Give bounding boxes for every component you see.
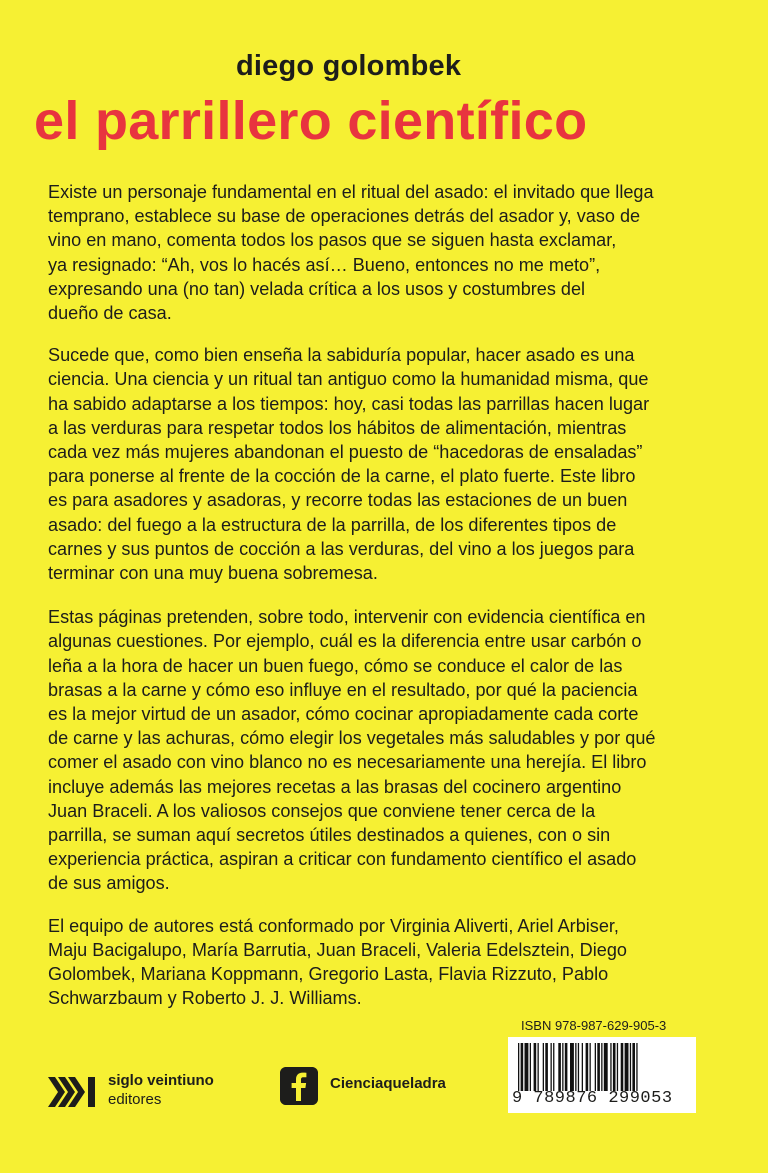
publisher-subtitle: editores — [108, 1091, 162, 1108]
barcode-bar — [545, 1043, 548, 1091]
siglo-xxi-logo-icon — [48, 1077, 102, 1107]
blurb-paragraph-2: Sucede que, como bien enseña la sabiduría popular, hacer asado es una ciencia. Una ciencia y un ritual tan antiguo como la humanidad misma, que ha sabido adaptarse a los tiempos: hoy, casi todas las parrillas hacen lugar a las verduras para respetar todos los hábitos de alimentación, mientras cada vez más mujeres abandonan el puesto de “hacedoras de ensaladas” para ponerse al frente de la cocción de la carne, el plato fuerte. Este libro es para asadores y asadoras, y recorre todas las estaciones de un buen asado: del fuego a la estructura de la parrilla, de los diferentes tipos de carnes y sus puntos de cocción a las verduras, del vino a los juegos para terminar con una muy buena sobremesa. — [48, 345, 650, 584]
barcode-bar — [604, 1043, 608, 1091]
barcode-bar — [543, 1043, 544, 1091]
barcode-bar — [636, 1043, 637, 1091]
barcode-bar — [621, 1043, 624, 1091]
isbn-label: ISBN 978-987-629-905-3 — [521, 1018, 667, 1033]
blurb-paragraph-3: Estas páginas pretenden, sobre todo, intervenir con evidencia científica en algunas cuestiones. Por ejemplo, cuál es la diferencia entre usar carbón o leña a la hora de hacer un buen fuego, cómo se conduce el calor de las brasas a la carne y cómo eso influye en el resultado, por qué la paciencia es la mejor virtud de un asador, cómo cocinar apropiadamente cada corte de carne y las achuras, cómo elegir los vegetales más saludables y por qué comer el asado con vino blanco no es necesariamente una herejía. El libro incluye además las mejores recetas a las brasas del cocinero argentino Juan Braceli. A los valiosos consejos que conviene tener cerca de la parrilla, se suman aquí secretos útiles destinados a quienes, con o sin experiencia práctica, aspiran a criticar con fundamento científico el asado de sus amigos. — [48, 607, 656, 894]
barcode-bar — [553, 1043, 554, 1091]
barcode-bar — [565, 1043, 568, 1091]
author-name: diego golombek — [236, 50, 462, 82]
blurb — [48, 180, 708, 1029]
barcode-bar — [570, 1043, 574, 1091]
barcode — [508, 1037, 696, 1113]
barcode-bars — [518, 1043, 686, 1091]
barcode-bar — [625, 1043, 629, 1091]
blurb-paragraph-4: El equipo de autores está conformado por Virginia Aliverti, Ariel Arbiser, Maju Bacigalupo, María Barrutia, Juan Braceli, Valeria Edelsztein, Diego Golombek, Mariana Koppmann, Gregorio Lasta, Flavia Rizzuto, Pablo Schwarzbaum y Roberto J. J. Williams. — [48, 915, 627, 1009]
book-title: el parrillero científico — [34, 91, 588, 151]
barcode-bar — [558, 1043, 561, 1091]
barcode-bar — [595, 1043, 596, 1091]
social-handle: Cienciaqueladra — [330, 1075, 446, 1092]
barcode-bar — [518, 1043, 519, 1091]
barcode-bar — [534, 1043, 537, 1091]
barcode-bar — [590, 1043, 591, 1091]
publisher-name: siglo veintiuno — [108, 1072, 214, 1089]
barcode-bar — [521, 1043, 524, 1091]
barcode-bar — [630, 1043, 631, 1091]
barcode-bar — [610, 1043, 611, 1091]
barcode-digits: 9 789876 299053 — [512, 1089, 673, 1108]
barcode-bar — [617, 1043, 618, 1091]
barcode-bar — [601, 1043, 602, 1091]
barcode-bar — [586, 1043, 589, 1091]
barcode-bar — [530, 1043, 531, 1091]
barcode-bar — [551, 1043, 552, 1091]
barcode-bar — [575, 1043, 576, 1091]
barcode-bar — [562, 1043, 563, 1091]
barcode-bar — [538, 1043, 539, 1091]
blurb-paragraph-1: Existe un personaje fundamental en el ritual del asado: el invitado que llega temprano, establece su base de operaciones detrás del asador y, vaso de vino en mano, comenta todos los pasos que se siguen hasta exclamar, ya resignado: “Ah, vos lo hacés así… Bueno, entonces no me meto”, expresando una (no tan) velada crítica a los usos y costumbres del dueño de casa. — [48, 182, 654, 324]
barcode-bar — [597, 1043, 600, 1091]
barcode-bar — [578, 1043, 579, 1091]
barcode-bar — [582, 1043, 583, 1091]
facebook-icon — [280, 1067, 318, 1105]
barcode-bar — [525, 1043, 529, 1091]
barcode-bar — [613, 1043, 616, 1091]
barcode-bar — [632, 1043, 635, 1091]
